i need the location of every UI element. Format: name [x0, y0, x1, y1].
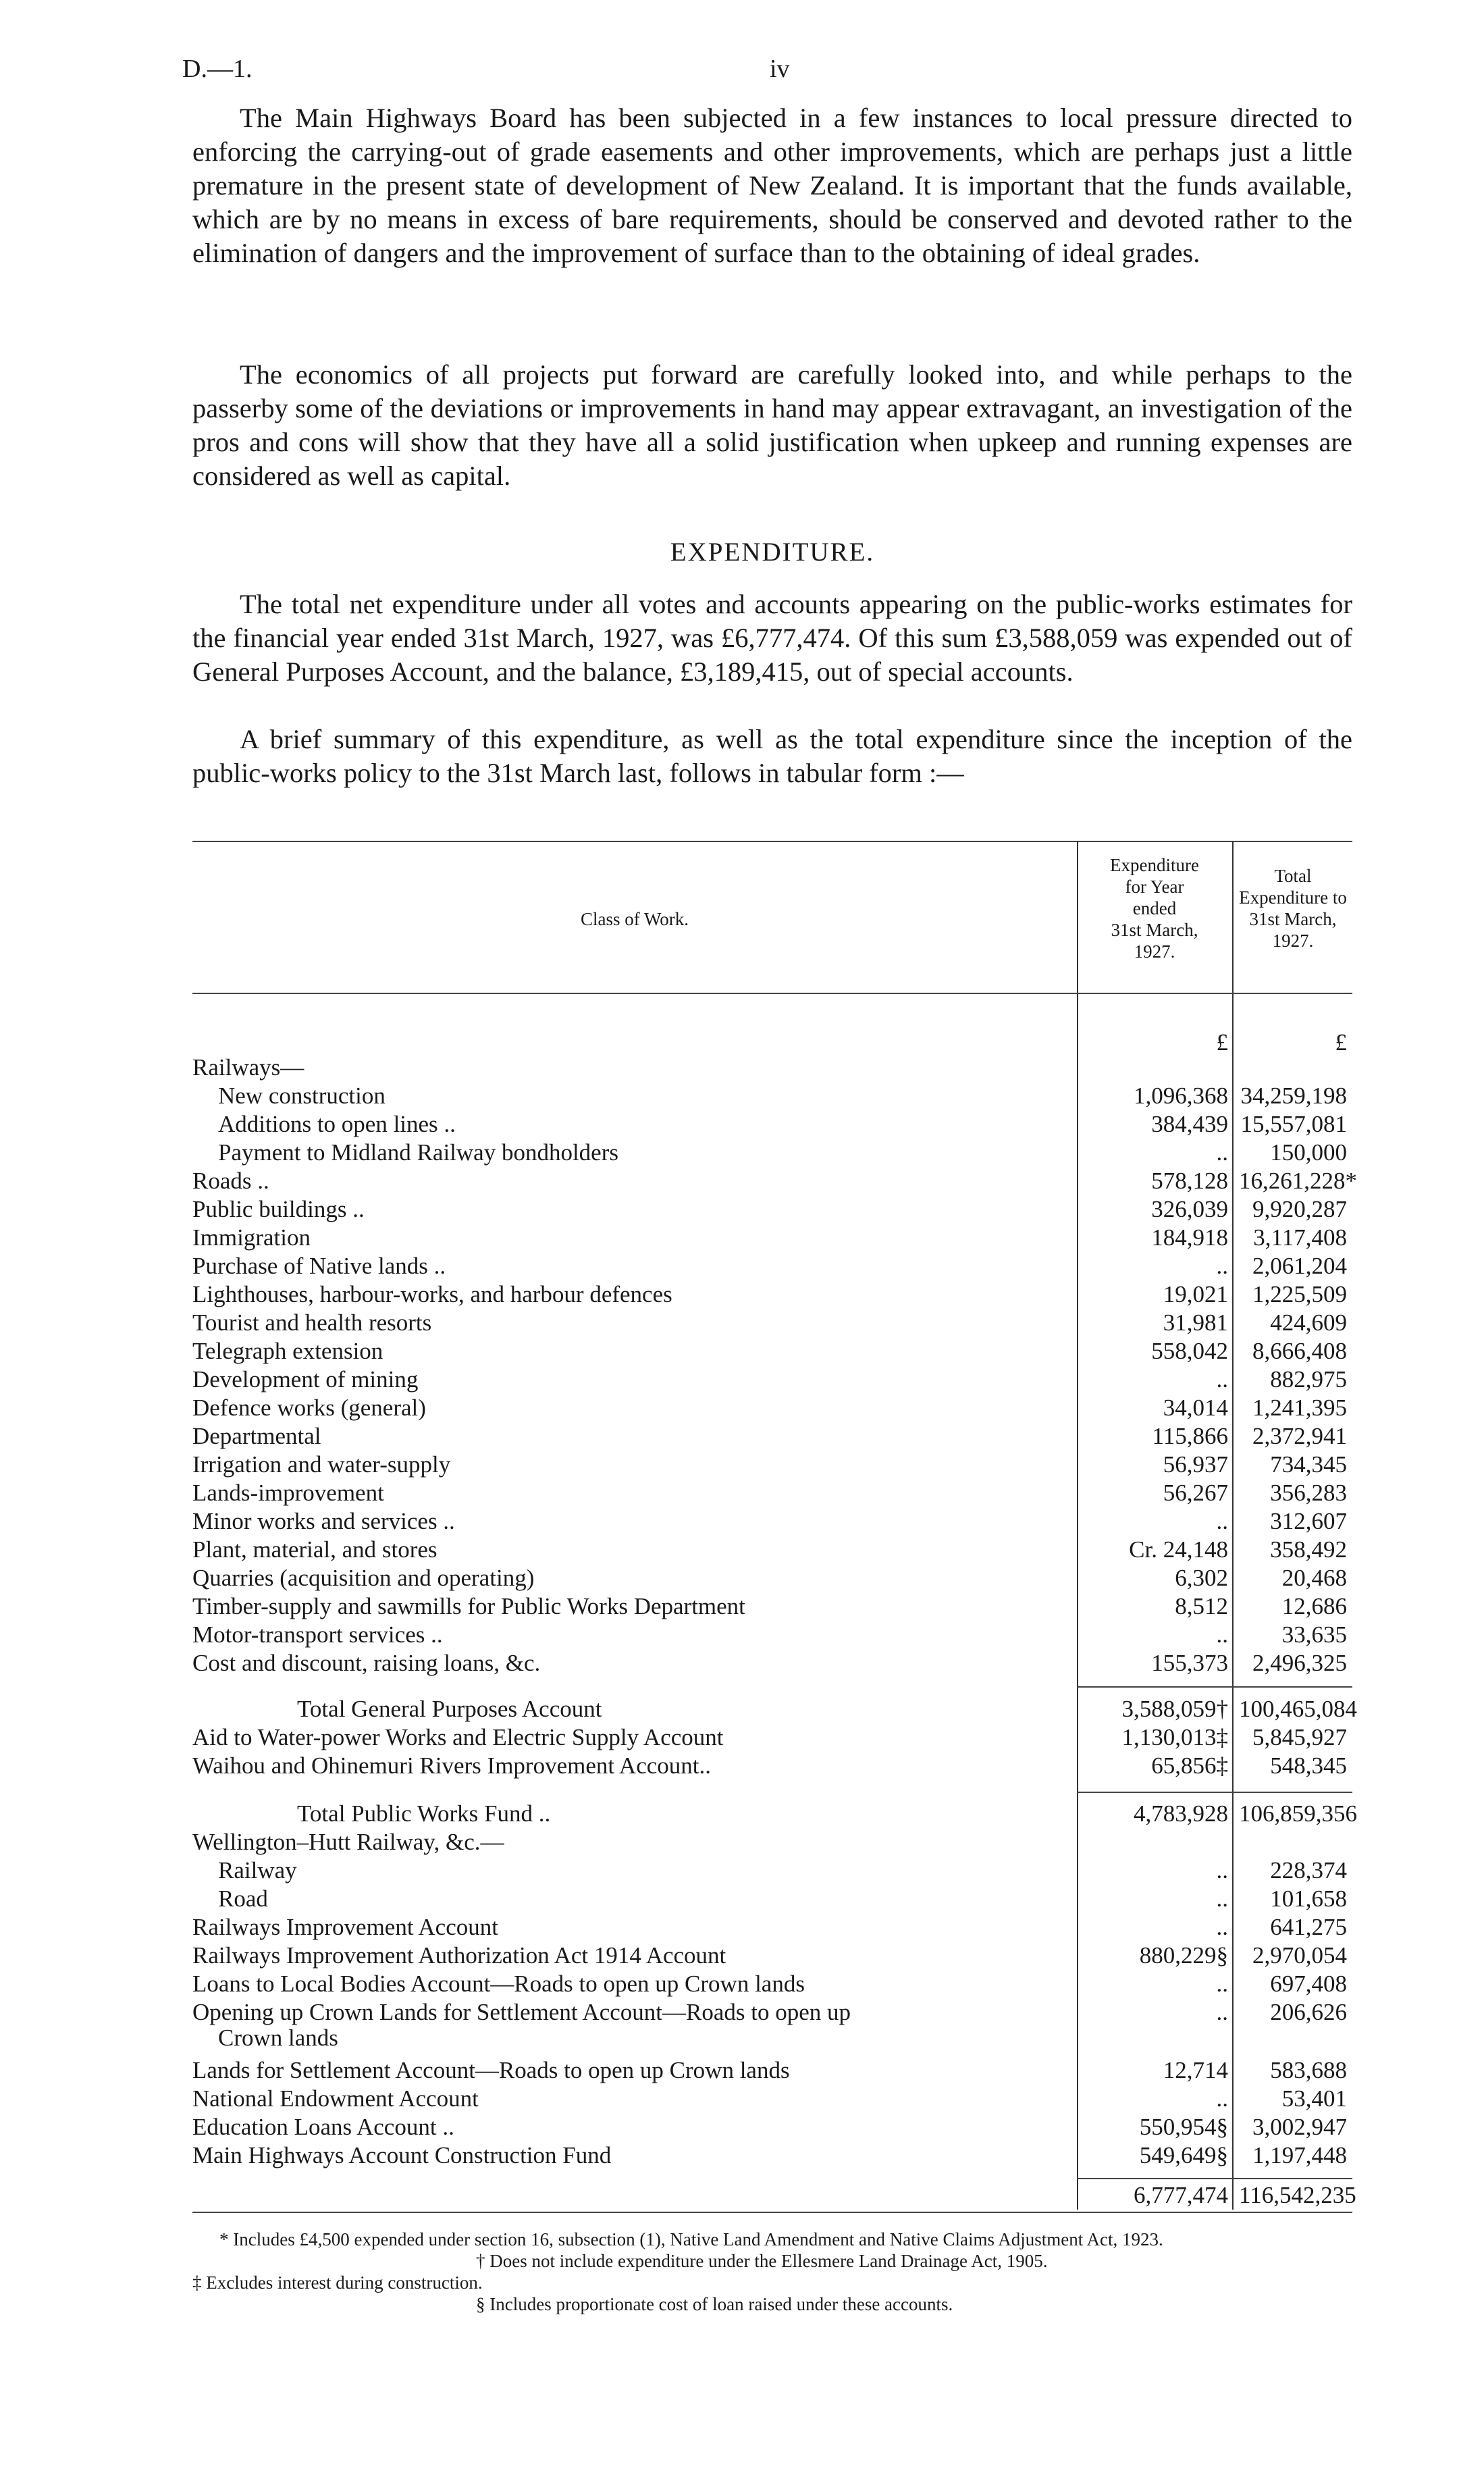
cell-total: 424,609 [1270, 1309, 1347, 1336]
grand-total-rule [1077, 2178, 1352, 2179]
cell-year: 4,783,928 [1134, 1800, 1228, 1827]
row-label: Road [218, 1885, 268, 1912]
cell-total: 3,002,947 [1252, 2114, 1347, 2140]
table-row [192, 1280, 1352, 1309]
cell-year: 549,649§ [1139, 2142, 1228, 2168]
cell-total: 734,345 [1270, 1451, 1347, 1478]
row-label: Payment to Midland Railway bondholders [218, 1139, 618, 1166]
column-header-year-line: for Year [1125, 877, 1184, 897]
section-heading: EXPENDITURE. [670, 538, 875, 567]
table-row [192, 2056, 1352, 2085]
row-label: Telegraph extension [192, 1338, 383, 1364]
table-row [192, 1110, 1352, 1139]
row-label: Lighthouses, harbour-works, and harbour defences [192, 1281, 672, 1307]
row-label: Tourist and health resorts [192, 1309, 432, 1336]
cell-year: 184,918 [1151, 1224, 1228, 1251]
table-row [192, 1195, 1352, 1224]
table-row [192, 1337, 1352, 1365]
cell-total: 34,259,198 [1240, 1083, 1347, 1109]
cell-total: 2,970,054 [1252, 1942, 1347, 1969]
cell-year: 3,588,059† [1121, 1696, 1228, 1722]
footnotes [192, 2229, 1352, 2315]
cell-total: 3,117,408 [1253, 1224, 1347, 1251]
footnote-asterisk: * Includes £4,500 expended under section 16, subsection (1), Native Land Amendment and Native Claims Adjustment Act, 1923. [219, 2229, 1163, 2249]
row-label: Main Highways Account Construction Fund [192, 2142, 612, 2168]
cell-year: .. [1216, 1508, 1228, 1534]
row-label: Cost and discount, raising loans, &c. [192, 1650, 541, 1676]
table-row [192, 1139, 1352, 1167]
cell-year: 6,302 [1175, 1565, 1228, 1591]
row-label: Timber-supply and sawmills for Public Works Department [192, 1593, 745, 1619]
cell-total: 2,372,941 [1252, 1423, 1347, 1449]
cell-total: 12,686 [1281, 1593, 1347, 1619]
column-header-class: Class of Work. [580, 909, 689, 929]
cell-year: .. [1216, 1139, 1228, 1166]
footnote-section: § Includes proportionate cost of loan raised under these accounts. [476, 2294, 953, 2314]
cell-total: 583,688 [1270, 2057, 1347, 2083]
cell-total: 100,465,084 [1239, 1696, 1357, 1722]
row-label: Defence works (general) [192, 1395, 426, 1421]
unit-symbol: £ [1335, 1029, 1347, 1056]
cell-total: 5,845,927 [1252, 1724, 1347, 1750]
table-bottom-rule [192, 2212, 1352, 2213]
table-row [192, 2113, 1352, 2141]
cell-total: 9,920,287 [1252, 1196, 1347, 1222]
cell-total: 206,626 [1270, 1999, 1347, 2025]
column-header-total-line: Total [1274, 866, 1312, 886]
cell-total: 150,000 [1270, 1139, 1347, 1166]
cell-total: 548,345 [1270, 1752, 1347, 1779]
row-label: Waihou and Ohinemuri Rivers Improvement Account.. [192, 1752, 711, 1779]
table-row [192, 1451, 1352, 1479]
row-label: Total General Purposes Account [297, 1696, 602, 1722]
cell-total: 312,607 [1270, 1508, 1347, 1534]
cell-total: 15,557,081 [1240, 1111, 1347, 1137]
column-header-total-line: Expenditure to [1239, 887, 1347, 908]
unit-symbol: £ [1216, 1029, 1228, 1056]
table-row [192, 2141, 1352, 2170]
cell-year: .. [1216, 1857, 1228, 1883]
table-row [192, 1479, 1352, 1507]
row-label: Aid to Water-power Works and Electric Supply Account [192, 1724, 724, 1750]
cell-year: .. [1216, 1914, 1228, 1940]
cell-year: .. [1216, 1999, 1228, 2025]
cell-total: 697,408 [1270, 1971, 1347, 1997]
row-label: Total Public Works Fund .. [297, 1800, 551, 1827]
table-row [192, 1913, 1352, 1942]
cell-year: 56,937 [1163, 1451, 1228, 1478]
cell-total: 53,401 [1281, 2085, 1347, 2112]
table-row [192, 1723, 1352, 1752]
footnote-dagger: † Does not include expenditure under the Ellesmere Land Drainage Act, 1905. [476, 2251, 1048, 2271]
cell-total: 358,492 [1270, 1536, 1347, 1563]
cell-total: 2,496,325 [1252, 1650, 1347, 1676]
cell-year: Cr. 24,148 [1129, 1536, 1228, 1563]
row-label: Railways Improvement Authorization Act 1914 Account [192, 1942, 726, 1969]
table-row [192, 1828, 1352, 1856]
subtotal-rule [1077, 1792, 1352, 1793]
cell-total: 33,635 [1281, 1621, 1347, 1648]
column-header-total-line: 31st March, [1249, 909, 1337, 929]
row-label: New construction [218, 1083, 386, 1109]
cell-year: 34,014 [1163, 1395, 1228, 1421]
table-row-continuation [192, 2024, 1352, 2052]
column-header-year [1078, 854, 1231, 962]
table-top-rule [192, 841, 1352, 842]
row-label: Purchase of Native lands .. [192, 1253, 446, 1279]
header-bottom-rule [192, 993, 1352, 994]
cell-total: 641,275 [1270, 1914, 1347, 1940]
table-row [192, 1752, 1352, 1780]
row-label: Motor-transport services .. [192, 1621, 443, 1648]
row-label: Crown lands [218, 2025, 338, 2051]
cell-total: 1,197,448 [1252, 2142, 1347, 2168]
column-header-total-line: 1927. [1272, 931, 1314, 951]
cell-total: 1,241,395 [1252, 1395, 1347, 1421]
column-header-year-line: ended [1132, 898, 1177, 918]
page-header [182, 54, 1344, 88]
row-label: Additions to open lines .. [218, 1111, 456, 1137]
table-row [192, 1885, 1352, 1913]
table-row [192, 1309, 1352, 1337]
cell-year: 550,954§ [1139, 2114, 1228, 2140]
cell-total: 101,658 [1270, 1885, 1347, 1912]
table-row-subtotal [192, 1800, 1357, 1828]
cell-year: 56,267 [1163, 1480, 1228, 1506]
cell-total: 8,666,408 [1252, 1338, 1347, 1364]
cell-year: .. [1216, 1885, 1228, 1912]
cell-year: 880,229§ [1139, 1942, 1228, 1969]
table-row [192, 1592, 1352, 1621]
table-row [192, 1422, 1352, 1451]
table-row [192, 1970, 1352, 1998]
paragraph-total-expenditure: The total net expenditure under all votes and accounts appearing on the public-works estimates for the financial year ended 31st March, 1927, was £6,777,474. Of this sum £3,588,059 was expended out of General Purposes Account, and the balance, £3,189,415, out of special accounts. [192, 589, 1352, 687]
cell-year: 578,128 [1151, 1168, 1228, 1194]
table-row [192, 1536, 1352, 1564]
column-header-year-line: Expenditure [1110, 855, 1199, 875]
row-label: Lands-improvement [192, 1480, 384, 1506]
table-row [192, 1365, 1352, 1394]
subtotal-rule [1077, 1686, 1352, 1688]
row-label: Education Loans Account .. [192, 2114, 454, 2140]
cell-total: 356,283 [1270, 1480, 1347, 1506]
cell-total: 106,859,356 [1239, 1800, 1357, 1827]
paragraph-summary-intro: A brief summary of this expenditure, as well as the total expenditure since the inception of the public-works policy to the 31st March last, follows in tabular form :— [192, 724, 1352, 788]
row-label: Opening up Crown Lands for Settlement Account—Roads to open up [192, 1999, 851, 2025]
footnote-double-dagger: ‡ Excludes interest during construction. [192, 2272, 483, 2293]
cell-year: .. [1216, 1366, 1228, 1392]
row-label: National Endowment Account [192, 2085, 479, 2112]
table-row [192, 1167, 1357, 1195]
cell-year: 31,981 [1163, 1309, 1228, 1336]
cell-total: 1,225,509 [1252, 1281, 1347, 1307]
cell-year: .. [1216, 2085, 1228, 2112]
paragraph-main-highways: The Main Highways Board has been subjected in a few instances to local pressure directed to enforcing the carrying-out of grade easements and other improvements, which are perhaps just a little premature in the present state of development of New Zealand. It is important that the funds available, which are by no means in excess of bare requirements, should be conserved and devoted rather to the elimination of dangers and the improvement of surface than to the obtaining of ideal grades. [192, 103, 1352, 268]
cell-total-grand-total: 116,542,235 [1239, 2182, 1356, 2208]
table-row [192, 1998, 1352, 2027]
cell-year: 558,042 [1151, 1338, 1228, 1364]
column-header-total [1234, 865, 1352, 952]
row-label: Wellington–Hutt Railway, &c.— [192, 1829, 504, 1855]
cell-year: 65,856‡ [1151, 1752, 1228, 1779]
row-label: Public buildings .. [192, 1196, 365, 1222]
row-label: Quarries (acquisition and operating) [192, 1565, 535, 1591]
row-label: Railways— [192, 1054, 304, 1081]
column-header-year-line: 31st March, [1111, 920, 1198, 940]
table-row [192, 1252, 1352, 1280]
cell-total: 20,468 [1281, 1565, 1347, 1591]
table-row [192, 1394, 1352, 1422]
cell-total: 16,261,228* [1239, 1168, 1357, 1194]
cell-year: .. [1216, 1971, 1228, 1997]
cell-year: 1,130,013‡ [1121, 1724, 1228, 1750]
table-row [192, 1564, 1352, 1592]
cell-year: 115,866 [1152, 1423, 1228, 1449]
row-label: Departmental [192, 1423, 321, 1449]
row-label: Plant, material, and stores [192, 1536, 438, 1563]
table-row [192, 2085, 1352, 2113]
table-row [192, 1942, 1352, 1970]
cell-year: 326,039 [1151, 1196, 1228, 1222]
cell-total: 2,061,204 [1252, 1253, 1347, 1279]
table-row-grand-total [192, 2181, 1356, 2210]
cell-year: 1,096,368 [1134, 1083, 1228, 1109]
paragraph-economics: The economics of all projects put forward are carefully looked into, and while perhaps to the passerby some of the deviations or improvements in hand may appear extravagant, an investigation of the pros and cons will show that they have all a solid justification when upkeep and running expenses are considered as well as capital. [192, 359, 1352, 491]
table-row-subtotal [192, 1695, 1357, 1723]
cell-year-grand-total: 6,777,474 [1134, 2182, 1228, 2208]
row-label: Roads .. [192, 1168, 269, 1194]
row-label: Development of mining [192, 1366, 419, 1392]
row-label: Railway [218, 1857, 297, 1883]
document-reference: D.—1. [182, 55, 253, 83]
cell-total: 882,975 [1270, 1366, 1347, 1392]
table-row [192, 1224, 1352, 1252]
cell-year: .. [1216, 1253, 1228, 1279]
page-number: iv [770, 55, 790, 83]
table-row [192, 1053, 1352, 1082]
table-row [192, 1082, 1352, 1110]
cell-total: 228,374 [1270, 1857, 1347, 1883]
table-row [192, 1649, 1352, 1677]
cell-year: 19,021 [1163, 1281, 1228, 1307]
cell-year: 384,439 [1151, 1111, 1228, 1137]
row-label: Immigration [192, 1224, 311, 1251]
table-row [192, 1856, 1352, 1885]
unit-row [192, 1029, 1352, 1057]
cell-year: 12,714 [1163, 2057, 1228, 2083]
table-row [192, 1507, 1352, 1536]
cell-year: 8,512 [1175, 1593, 1228, 1619]
table-row [192, 1621, 1352, 1649]
row-label: Irrigation and water-supply [192, 1451, 451, 1478]
row-label: Railways Improvement Account [192, 1914, 498, 1940]
column-header-year-line: 1927. [1134, 941, 1175, 962]
row-label: Lands for Settlement Account—Roads to open up Crown lands [192, 2057, 790, 2083]
cell-year: 155,373 [1151, 1650, 1228, 1676]
cell-year: .. [1216, 1621, 1228, 1648]
row-label: Minor works and services .. [192, 1508, 455, 1534]
row-label: Loans to Local Bodies Account—Roads to open up Crown lands [192, 1971, 805, 1997]
